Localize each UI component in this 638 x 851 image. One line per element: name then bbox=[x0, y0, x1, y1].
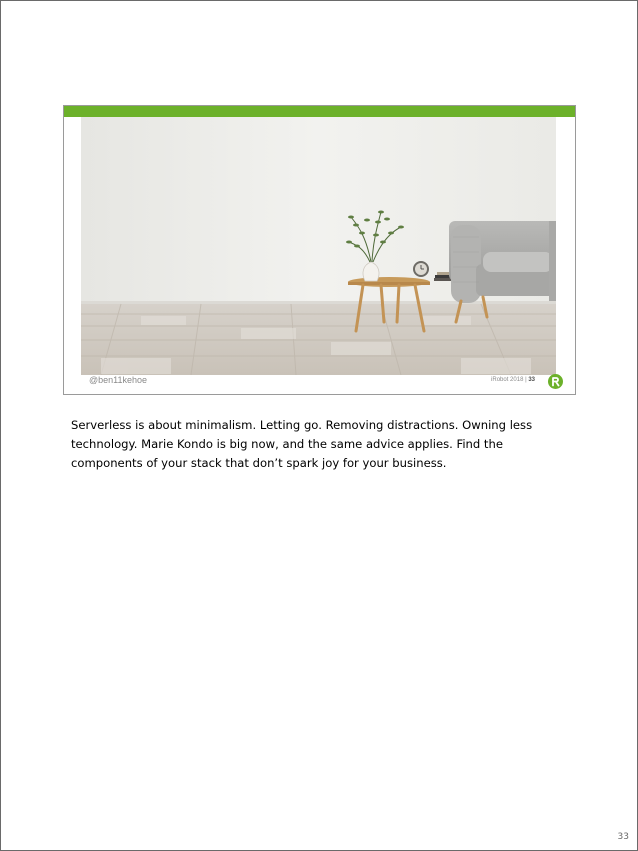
speaker-notes bbox=[71, 416, 551, 473]
slide-footer-number: 33 bbox=[528, 377, 535, 383]
slide-footer bbox=[491, 377, 535, 383]
page-number: 33 bbox=[617, 832, 629, 842]
slide-thumbnail bbox=[63, 105, 576, 395]
twitter-handle: @ben11kehoe bbox=[89, 375, 148, 385]
notes-line: components of your stack that don’t spark joy for your business. bbox=[71, 456, 447, 470]
irobot-r-logo-icon bbox=[548, 374, 563, 389]
living-room-photo bbox=[81, 117, 556, 375]
slide-footer-event: iRobot 2018 | bbox=[491, 377, 527, 383]
notes-line: Serverless is about minimalism. Letting go. Removing distractions. Owning less bbox=[71, 418, 533, 432]
notes-line: technology. Marie Kondo is big now, and the same advice applies. Find the bbox=[71, 437, 503, 451]
slide-top-accent-bar bbox=[64, 106, 575, 117]
